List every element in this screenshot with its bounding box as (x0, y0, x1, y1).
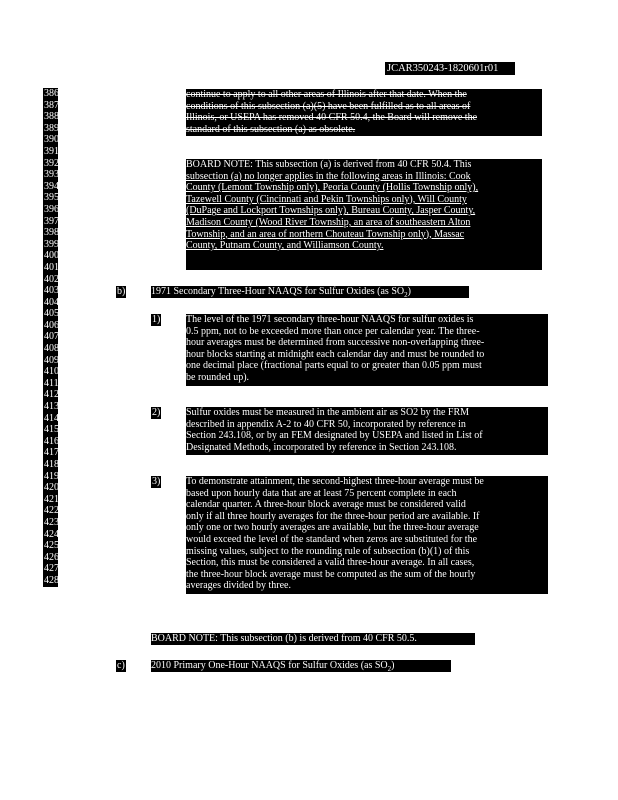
section-b-heading-subscript: 2 (404, 291, 408, 298)
line-number: 411 (44, 377, 59, 389)
line-number: 401 (44, 261, 59, 273)
board-note-a-line: County (Lemont Township only), Peoria County (Hollis Township only), (186, 182, 479, 194)
struck-line: continue to apply to all other areas of Illinois after that date. When the (186, 89, 467, 100)
line-number: 414 (44, 412, 59, 424)
line-number: 392 (44, 157, 59, 169)
document-id: JCAR350243-1820601r01 (385, 62, 515, 75)
line-number: 420 (44, 482, 59, 494)
line-number: 394 (44, 180, 59, 192)
line-number: 404 (44, 296, 59, 308)
line-number: 426 (44, 551, 59, 563)
line-number: 402 (44, 273, 59, 285)
line-number: 416 (44, 435, 59, 447)
item-b3-line: calendar quarter. A three-hour block average must be considered valid (186, 499, 466, 511)
line-number: 406 (44, 319, 59, 331)
item-b3-text (186, 476, 548, 594)
item-b1-line: The level of the 1971 secondary three-hour NAAQS for sulfur oxides is (186, 314, 474, 325)
item-b1-line: be rounded up). (186, 371, 250, 383)
board-note-a (186, 159, 542, 270)
line-number: 390 (44, 134, 59, 146)
line-number: 412 (44, 389, 59, 401)
item-b2-text (186, 407, 548, 455)
line-number: 393 (44, 169, 59, 181)
line-number: 413 (44, 401, 59, 413)
board-note-a-line: Madison County (Wood River Township, an area of southeastern Alton (186, 216, 471, 228)
item-b1-line: hour averages must be determined from successive non-overlapping three- (186, 337, 485, 349)
line-number: 391 (44, 145, 59, 157)
struck-line: Illinois, or USEPA has removed 40 CFR 50.4, the Board will remove the (186, 112, 478, 124)
section-b-label: b) (117, 286, 126, 297)
item-b1-line: hour blocks starting at midnight each calendar day and must be rounded to (186, 348, 485, 360)
board-note-b (151, 633, 475, 645)
item-b3-line: only if all three hourly averages for the three-hour period are available. If (186, 510, 480, 522)
item-b1-label: 1) (152, 314, 161, 325)
board-note-b-text: BOARD NOTE: This subsection (b) is derived from 40 CFR 50.5. (151, 633, 417, 644)
line-number: 388 (44, 111, 59, 123)
item-b3-label: 3) (152, 476, 161, 487)
struck-line: standard of this subsection (a) as obsolete. (186, 123, 356, 135)
struck-line: conditions of this subsection (a)(5) have been fulfilled as to all areas of (186, 100, 471, 112)
item-b1-line: 0.5 ppm, not to be exceeded more than once per calendar year. The three- (186, 325, 480, 337)
item-b3-line: Section, this must be considered a valid three-hour average. In all cases, (186, 557, 475, 569)
line-number: 423 (44, 516, 59, 528)
section-c-label: c) (117, 660, 125, 671)
item-b2-line: Designated Methods, incorporated by reference in Section 243.108. (186, 441, 457, 453)
line-number: 425 (44, 540, 59, 552)
line-number: 415 (44, 424, 59, 436)
board-note-a-line: subsection (a) no longer applies in the following areas in Illinois: Cook (186, 170, 471, 182)
line-number: 424 (44, 528, 59, 540)
item-b1-line: one decimal place (fractional parts equal to or greater than 0.05 ppm must (186, 360, 482, 372)
line-number: 397 (44, 215, 59, 227)
struck-paragraph (186, 89, 542, 136)
line-number: 387 (44, 99, 59, 111)
line-number: 427 (44, 563, 59, 575)
item-b3-line: would exceed the level of the standard when zeros are substituted for the (186, 533, 478, 545)
board-note-a-line: County, Putnam County, and Williamson County. (186, 240, 384, 252)
board-note-a-line: BOARD NOTE: This subsection (a) is derived from 40 CFR 50.4. This (186, 159, 472, 170)
line-number: 386 (44, 88, 59, 99)
board-note-a-line: Tazewell County (Cincinnati and Pekin Townships only), Will County (186, 193, 467, 205)
section-b-heading-text: 1971 Secondary Three-Hour NAAQS for Sulfur Oxides (as SO (151, 286, 405, 297)
line-number: 419 (44, 470, 59, 482)
line-number: 399 (44, 238, 59, 250)
line-number: 405 (44, 308, 59, 320)
item-b2-line: described in appendix A-2 to 40 CFR 50, incorporated by reference in (186, 418, 466, 430)
line-number: 409 (44, 354, 59, 366)
item-b3-line: based upon hourly data that are at least 75 percent complete in each (186, 487, 457, 499)
line-number: 422 (44, 505, 59, 517)
line-number: 408 (44, 343, 59, 355)
line-number: 389 (44, 122, 59, 134)
item-b2-line: Section 243.108, or by an FEM designated by USEPA and listed in List of (186, 430, 483, 442)
item-b2-line: Sulfur oxides must be measured in the ambient air as SO2 by the FRM (186, 407, 470, 418)
item-b3-line: missing values, subject to the rounding rule of subsection (b)(1) of this (186, 545, 470, 557)
line-number: 403 (44, 285, 59, 297)
line-number: 410 (44, 366, 59, 378)
item-b3-line: To demonstrate attainment, the second-highest three-hour average must be (186, 476, 484, 487)
item-b3-line: only one or two hourly averages are available, but the three-hour average (186, 522, 479, 534)
item-b3-line: the three-hour block average must be computed as the sum of the hourly (186, 568, 476, 580)
section-c-heading-subscript: 2 (387, 665, 392, 672)
line-number: 398 (44, 227, 59, 239)
item-b3-line: averages divided by three. (186, 580, 291, 592)
section-b-heading-end: ) (407, 286, 411, 297)
item-b1-text (186, 314, 548, 386)
section-c-heading-text: 2010 Primary One-Hour NAAQS for Sulfur Oxides (as SO (151, 660, 388, 671)
line-number: 400 (44, 250, 59, 262)
line-number: 396 (44, 203, 59, 215)
line-number: 407 (44, 331, 59, 343)
item-b2-label: 2) (152, 407, 161, 418)
board-note-a-line: (DuPage and Lockport Townships only), Bureau County, Jasper County, (186, 205, 476, 217)
line-number: 421 (44, 493, 59, 505)
line-number: 395 (44, 192, 59, 204)
section-b-heading (151, 286, 469, 298)
line-number: 428 (44, 574, 59, 586)
section-c-heading-end: ) (391, 660, 395, 671)
section-c-heading (151, 660, 451, 672)
line-number: 418 (44, 459, 59, 470)
line-number: 417 (44, 447, 59, 459)
board-note-a-line: Township, and an area of northern Chouteau Township only), Massac (186, 228, 465, 240)
line-number-column (43, 88, 58, 587)
